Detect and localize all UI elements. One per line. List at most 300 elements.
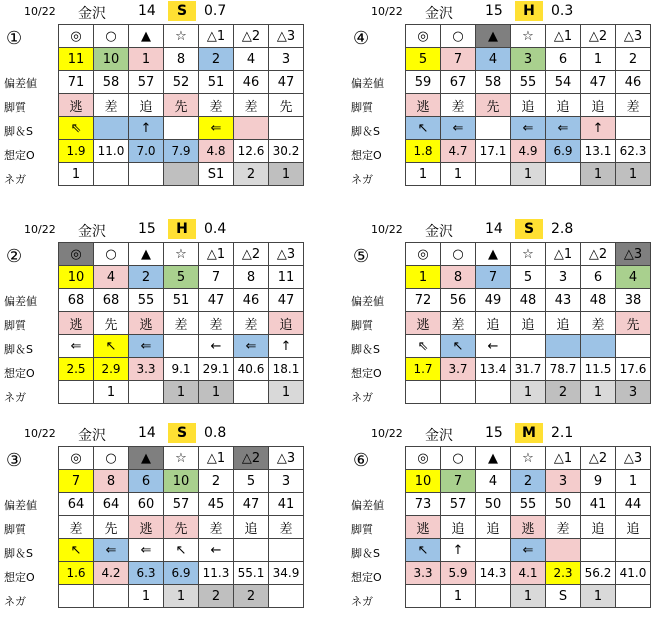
table-cell: ⇐: [94, 539, 129, 562]
table-cell: △3: [269, 25, 304, 48]
table-cell: 6: [581, 266, 616, 289]
table-cell: 10: [59, 266, 94, 289]
race-block: [347, 422, 667, 622]
deviation-row: [406, 71, 651, 94]
table-cell: 4: [476, 48, 511, 71]
table-cell: ☆: [511, 447, 546, 470]
table-cell: ↖: [164, 539, 199, 562]
table-cell: 先: [164, 94, 199, 117]
table-cell: 2: [199, 470, 234, 493]
track-value: 2.1: [551, 425, 574, 441]
race-venue: 金沢: [78, 428, 106, 444]
table-cell: ◎: [406, 243, 441, 266]
table-cell: ▲: [129, 25, 164, 48]
table-cell: △2: [234, 25, 269, 48]
track-condition-badge: S: [515, 219, 543, 239]
table-cell: △1: [199, 243, 234, 266]
table-cell: 55.1: [234, 562, 269, 585]
table-cell: 7.0: [129, 140, 164, 163]
table-cell: [269, 117, 304, 140]
table-cell: 追: [581, 94, 616, 117]
race-block: [347, 0, 667, 200]
race-venue: 金沢: [78, 6, 106, 22]
table-cell: 差: [234, 94, 269, 117]
table-cell: 60: [129, 493, 164, 516]
race-block: [0, 218, 320, 418]
table-cell: △3: [616, 447, 651, 470]
table-cell: 追: [511, 94, 546, 117]
table-cell: 4.8: [199, 140, 234, 163]
row-label-ashi: 脚＆S: [351, 547, 380, 560]
table-cell: 2: [234, 163, 269, 186]
row-label-nega: ネガ: [4, 391, 26, 404]
table-cell: ↖: [94, 335, 129, 358]
table-cell: △1: [546, 243, 581, 266]
row-label-nega: ネガ: [4, 173, 26, 186]
table-cell: 72: [406, 289, 441, 312]
table-cell: ↖: [59, 539, 94, 562]
table-cell: 78.7: [546, 358, 581, 381]
prediction-table: [405, 242, 651, 404]
table-cell: [94, 163, 129, 186]
row-label-odds: 想定O: [4, 571, 35, 584]
table-cell: 1: [164, 585, 199, 608]
table-cell: ▲: [476, 243, 511, 266]
horse-numbers-row: [59, 48, 304, 71]
table-cell: 1: [269, 163, 304, 186]
table-cell: 46: [234, 71, 269, 94]
table-cell: ▲: [129, 243, 164, 266]
track-value: 0.3: [551, 3, 574, 19]
table-cell: [511, 335, 546, 358]
table-cell: 7: [476, 266, 511, 289]
table-cell: 47: [581, 71, 616, 94]
table-cell: 11: [269, 266, 304, 289]
table-cell: [441, 381, 476, 404]
table-cell: 5: [164, 266, 199, 289]
table-cell: 57: [441, 493, 476, 516]
horse-numbers-row: [406, 266, 651, 289]
table-cell: [129, 381, 164, 404]
table-cell: 追: [234, 516, 269, 539]
table-cell: 追: [581, 516, 616, 539]
deviation-row: [406, 289, 651, 312]
race-number: ⑤: [353, 246, 370, 267]
row-label-style: 脚質: [4, 319, 26, 332]
row-label-nega: ネガ: [351, 173, 373, 186]
track-condition-badge: H: [515, 1, 543, 21]
race-number: ③: [6, 450, 23, 471]
table-cell: 55: [511, 71, 546, 94]
table-cell: 41.0: [616, 562, 651, 585]
table-cell: 差: [546, 516, 581, 539]
race-distance: 15: [138, 221, 156, 237]
table-cell: 6: [546, 48, 581, 71]
table-cell: 追: [476, 312, 511, 335]
table-cell: 6.9: [546, 140, 581, 163]
race-block: [347, 218, 667, 418]
table-cell: △3: [269, 447, 304, 470]
table-cell: 46: [616, 71, 651, 94]
table-cell: [546, 539, 581, 562]
table-cell: ◎: [406, 447, 441, 470]
table-cell: 1: [406, 266, 441, 289]
table-cell: 逃: [406, 94, 441, 117]
deviation-row: [406, 493, 651, 516]
table-cell: 7: [59, 470, 94, 493]
table-cell: ○: [441, 447, 476, 470]
table-cell: 3: [269, 48, 304, 71]
table-cell: [406, 585, 441, 608]
table-cell: 56.2: [581, 562, 616, 585]
table-cell: 64: [94, 493, 129, 516]
track-condition-badge: H: [168, 219, 196, 239]
table-cell: 40.6: [234, 358, 269, 381]
table-cell: 逃: [406, 312, 441, 335]
table-cell: 差: [94, 94, 129, 117]
table-cell: ⇐: [129, 539, 164, 562]
table-cell: 41: [269, 493, 304, 516]
table-cell: 47: [199, 289, 234, 312]
table-cell: △1: [199, 25, 234, 48]
table-cell: 73: [406, 493, 441, 516]
table-cell: ↖: [441, 335, 476, 358]
table-cell: 11: [59, 48, 94, 71]
table-cell: 48: [581, 289, 616, 312]
row-label-odds: 想定O: [351, 367, 382, 380]
table-cell: 追: [441, 516, 476, 539]
table-cell: 1: [511, 381, 546, 404]
marks-row: [59, 447, 304, 470]
style-row: [406, 312, 651, 335]
table-cell: 追: [269, 312, 304, 335]
table-cell: 1: [59, 163, 94, 186]
table-cell: 3: [511, 48, 546, 71]
table-cell: ○: [441, 243, 476, 266]
horse-numbers-row: [406, 48, 651, 71]
table-cell: 追: [476, 516, 511, 539]
table-cell: 3: [269, 470, 304, 493]
prediction-table: [405, 446, 651, 608]
table-cell: 差: [269, 516, 304, 539]
table-cell: 追: [129, 94, 164, 117]
table-cell: 8: [164, 48, 199, 71]
table-cell: ⇐: [59, 335, 94, 358]
table-cell: ☆: [511, 243, 546, 266]
table-cell: 1: [511, 585, 546, 608]
table-cell: 先: [616, 312, 651, 335]
table-cell: 差: [581, 312, 616, 335]
prediction-table: [58, 446, 304, 608]
row-label-dev: 偏差値: [4, 295, 37, 308]
table-cell: [476, 381, 511, 404]
table-cell: △3: [616, 25, 651, 48]
table-cell: 逃: [129, 516, 164, 539]
table-cell: 1: [129, 585, 164, 608]
ashi-row: [59, 117, 304, 140]
race-distance: 15: [485, 3, 503, 19]
table-cell: 4: [476, 470, 511, 493]
table-cell: △2: [234, 447, 269, 470]
table-cell: 44: [616, 493, 651, 516]
table-cell: [406, 381, 441, 404]
table-cell: 1.7: [406, 358, 441, 381]
horse-numbers-row: [406, 470, 651, 493]
table-cell: 55: [129, 289, 164, 312]
race-venue: 金沢: [425, 224, 453, 240]
table-cell: ⇐: [441, 117, 476, 140]
table-cell: 2: [199, 585, 234, 608]
table-cell: 68: [94, 289, 129, 312]
table-cell: 4.7: [441, 140, 476, 163]
table-cell: ☆: [164, 25, 199, 48]
row-label-dev: 偏差値: [351, 77, 384, 90]
odds-row: [406, 140, 651, 163]
nega-row: [59, 381, 304, 404]
table-cell: 12.6: [234, 140, 269, 163]
row-label-ashi: 脚＆S: [351, 343, 380, 356]
table-cell: 2: [511, 470, 546, 493]
table-cell: 13.4: [476, 358, 511, 381]
table-cell: △1: [546, 447, 581, 470]
table-cell: ↖: [406, 117, 441, 140]
table-cell: ▲: [476, 25, 511, 48]
row-label-ashi: 脚＆S: [351, 125, 380, 138]
row-label-style: 脚質: [351, 101, 373, 114]
table-cell: △2: [581, 25, 616, 48]
table-cell: ←: [199, 539, 234, 562]
track-value: 0.4: [204, 221, 227, 237]
table-cell: [476, 117, 511, 140]
table-cell: [546, 163, 581, 186]
prediction-table: [405, 24, 651, 186]
table-cell: 48: [511, 289, 546, 312]
table-cell: 50: [476, 493, 511, 516]
race-number: ⑥: [353, 450, 370, 471]
row-label-ashi: 脚＆S: [4, 547, 33, 560]
table-cell: ⇐: [511, 117, 546, 140]
marks-row: [59, 25, 304, 48]
table-cell: 5: [511, 266, 546, 289]
odds-row: [59, 140, 304, 163]
track-condition-badge: S: [168, 1, 196, 21]
table-cell: ↑: [269, 335, 304, 358]
table-cell: [94, 117, 129, 140]
row-label-odds: 想定O: [351, 149, 382, 162]
table-cell: 1: [441, 585, 476, 608]
table-cell: ↖: [406, 539, 441, 562]
table-cell: 1: [164, 381, 199, 404]
table-cell: 2: [616, 48, 651, 71]
row-label-odds: 想定O: [4, 367, 35, 380]
table-cell: ↑: [441, 539, 476, 562]
table-cell: 3.3: [406, 562, 441, 585]
table-cell: 1: [616, 470, 651, 493]
table-cell: ⇖: [59, 117, 94, 140]
table-cell: 1.9: [59, 140, 94, 163]
race-block: [0, 0, 320, 200]
table-cell: [129, 163, 164, 186]
table-cell: [234, 117, 269, 140]
table-cell: [164, 117, 199, 140]
ashi-row: [406, 539, 651, 562]
table-cell: [581, 335, 616, 358]
table-cell: 1: [511, 163, 546, 186]
table-cell: 1: [616, 163, 651, 186]
table-cell: 49: [476, 289, 511, 312]
race-distance: 14: [138, 425, 156, 441]
nega-row: [59, 585, 304, 608]
table-cell: 9.1: [164, 358, 199, 381]
table-cell: 59: [406, 71, 441, 94]
table-cell: 1: [406, 163, 441, 186]
race-date: 10/22: [371, 5, 403, 18]
style-row: [59, 516, 304, 539]
table-cell: [476, 163, 511, 186]
table-cell: ☆: [511, 25, 546, 48]
table-cell: ←: [476, 335, 511, 358]
table-cell: △1: [546, 25, 581, 48]
race-venue: 金沢: [78, 224, 106, 240]
table-cell: 6.3: [129, 562, 164, 585]
table-cell: 62.3: [616, 140, 651, 163]
table-cell: 差: [441, 94, 476, 117]
table-cell: 3: [546, 470, 581, 493]
table-cell: 68: [59, 289, 94, 312]
table-cell: 先: [164, 516, 199, 539]
race-distance: 14: [485, 221, 503, 237]
table-cell: 8: [234, 266, 269, 289]
ashi-row: [406, 117, 651, 140]
table-cell: [546, 335, 581, 358]
row-label-odds: 想定O: [4, 149, 35, 162]
table-cell: 差: [199, 312, 234, 335]
table-cell: 13.1: [581, 140, 616, 163]
table-cell: 47: [234, 493, 269, 516]
table-cell: [581, 539, 616, 562]
track-value: 2.8: [551, 221, 574, 237]
table-cell: ▲: [129, 447, 164, 470]
table-cell: 52: [164, 71, 199, 94]
table-cell: 67: [441, 71, 476, 94]
odds-row: [59, 562, 304, 585]
style-row: [406, 94, 651, 117]
table-cell: 7: [441, 470, 476, 493]
table-cell: S1: [199, 163, 234, 186]
table-cell: 38: [616, 289, 651, 312]
table-cell: S: [546, 585, 581, 608]
table-cell: 差: [164, 312, 199, 335]
table-cell: 追: [546, 94, 581, 117]
table-cell: 差: [441, 312, 476, 335]
race-number: ④: [353, 28, 370, 49]
table-cell: 4.2: [94, 562, 129, 585]
table-cell: 先: [476, 94, 511, 117]
table-cell: 34.9: [269, 562, 304, 585]
table-cell: 56: [441, 289, 476, 312]
table-cell: [59, 381, 94, 404]
row-label-style: 脚質: [351, 319, 373, 332]
nega-row: [406, 163, 651, 186]
race-date: 10/22: [371, 427, 403, 440]
table-cell: 9: [581, 470, 616, 493]
table-cell: 47: [269, 71, 304, 94]
marks-row: [59, 243, 304, 266]
race-date: 10/22: [24, 5, 56, 18]
race-number: ①: [6, 28, 23, 49]
table-cell: 29.1: [199, 358, 234, 381]
table-cell: [234, 381, 269, 404]
track-condition-badge: S: [168, 423, 196, 443]
table-cell: 1: [94, 381, 129, 404]
table-cell: 8: [441, 266, 476, 289]
table-cell: [164, 163, 199, 186]
table-cell: [616, 539, 651, 562]
table-cell: 71: [59, 71, 94, 94]
table-cell: 6: [129, 470, 164, 493]
table-cell: ◎: [59, 447, 94, 470]
race-date: 10/22: [371, 223, 403, 236]
table-cell: 30.2: [269, 140, 304, 163]
ashi-row: [59, 335, 304, 358]
table-cell: 逃: [511, 516, 546, 539]
table-cell: 追: [616, 516, 651, 539]
table-cell: 1: [129, 48, 164, 71]
table-cell: 43: [546, 289, 581, 312]
table-cell: 58: [94, 71, 129, 94]
table-cell: 1: [199, 381, 234, 404]
table-cell: 4.1: [511, 562, 546, 585]
table-cell: 逃: [59, 94, 94, 117]
table-cell: 2: [546, 381, 581, 404]
race-distance: 15: [485, 425, 503, 441]
table-cell: 4: [94, 266, 129, 289]
marks-row: [406, 447, 651, 470]
ashi-row: [59, 539, 304, 562]
table-cell: 5: [406, 48, 441, 71]
table-cell: 先: [94, 516, 129, 539]
table-cell: 45: [199, 493, 234, 516]
table-cell: 差: [59, 516, 94, 539]
ashi-row: [406, 335, 651, 358]
table-cell: 11.0: [94, 140, 129, 163]
track-value: 0.7: [204, 3, 227, 19]
table-cell: ◎: [406, 25, 441, 48]
table-cell: ⇐: [546, 117, 581, 140]
row-label-dev: 偏差値: [351, 295, 384, 308]
table-cell: 7: [441, 48, 476, 71]
table-cell: △2: [581, 243, 616, 266]
table-cell: ⇐: [234, 335, 269, 358]
row-label-style: 脚質: [4, 101, 26, 114]
table-cell: [234, 539, 269, 562]
table-cell: 3.7: [441, 358, 476, 381]
table-cell: △2: [234, 243, 269, 266]
race-distance: 14: [138, 3, 156, 19]
race-venue: 金沢: [425, 6, 453, 22]
style-row: [406, 516, 651, 539]
table-cell: 7.9: [164, 140, 199, 163]
table-cell: ☆: [164, 243, 199, 266]
table-cell: 47: [269, 289, 304, 312]
table-cell: 追: [546, 312, 581, 335]
race-date: 10/22: [24, 223, 56, 236]
table-cell: 51: [164, 289, 199, 312]
track-value: 0.8: [204, 425, 227, 441]
row-label-nega: ネガ: [351, 595, 373, 608]
row-label-style: 脚質: [351, 523, 373, 536]
marks-row: [406, 25, 651, 48]
